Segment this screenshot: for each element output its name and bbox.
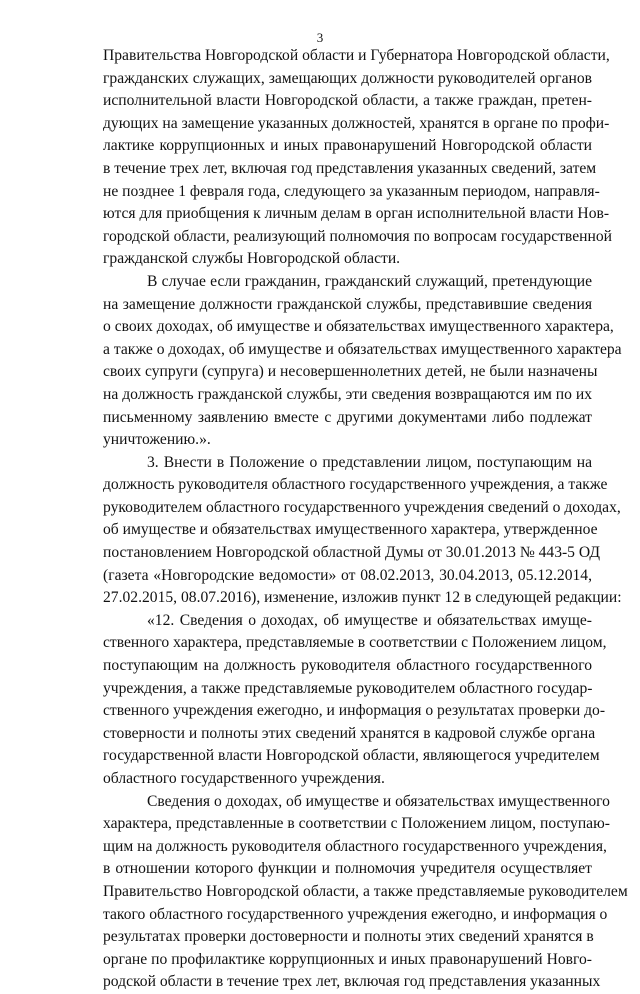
text-line: «12. Сведения о доходах, об имуществе и обязательствах имуще- bbox=[147, 611, 592, 629]
text-line: щим на должность руководителя областного государственного учреждения, bbox=[103, 837, 607, 855]
text-line: не позднее 1 февраля года, следующего за указанным периодом, направля- bbox=[103, 182, 600, 200]
text-line: постановлением Новгородской областной Думы от 30.01.2013 № 443-5 ОД bbox=[103, 544, 600, 562]
text-line: на должность гражданской службы, эти сведения возвращаются им по их bbox=[103, 385, 592, 403]
document-body bbox=[103, 45, 628, 994]
paragraph bbox=[103, 610, 607, 791]
text-line: родской области в течение трех лет, включая год представления указанных bbox=[103, 973, 601, 991]
paragraph bbox=[103, 452, 622, 610]
text-line: учреждения, а также представляемые руководителем областного государ- bbox=[103, 679, 593, 697]
text-line: письменному заявлению вместе с другими документами либо подлежат bbox=[103, 408, 592, 426]
text-line: В случае если гражданин, гражданский служащий, претендующие bbox=[147, 272, 592, 290]
text-line: ственного характера, представляемые в соответствии с Положением лицом, bbox=[103, 634, 607, 652]
paragraph bbox=[103, 791, 628, 994]
text-line: в отношении которого функции и полномочия учредителя осуществляет bbox=[103, 860, 592, 878]
text-line: ются для приобщения к личным делам в орган исполнительной власти Нов- bbox=[103, 205, 610, 223]
text-line: дующих на замещение указанных должностей, хранятся в органе по профи- bbox=[103, 114, 610, 132]
paragraph bbox=[103, 45, 612, 271]
text-line: руководителем областного государственного учреждения сведений о доходах, bbox=[103, 498, 621, 516]
text-line: Правительства Новгородской области и Губернатора Новгородской области, bbox=[103, 47, 610, 64]
text-line: такого областного государственного учреждения ежегодно, и информация о bbox=[103, 905, 608, 923]
text-line: гражданской службы Новгородской области. bbox=[103, 250, 401, 268]
text-line: Правительство Новгородской области, а также представляемые руководителем bbox=[103, 882, 628, 900]
text-line: городской области, реализующий полномочия по вопросам государственной bbox=[103, 227, 612, 245]
text-line: в течение трех лет, включая год представления указанных сведений, затем bbox=[103, 159, 597, 177]
text-line: Сведения о доходах, об имуществе и обязательствах имущественного bbox=[147, 792, 610, 810]
text-line: должность руководителя областного государственного учреждения, а также bbox=[103, 476, 608, 494]
text-line: своих супруги (супруга) и несовершеннолетних детей, не были назначены bbox=[103, 363, 598, 381]
page-number: 3 bbox=[316, 30, 324, 45]
text-line: результатах проверки достоверности и полноты этих сведений хранятся в bbox=[103, 928, 594, 946]
text-line: 3. Внести в Положение о представлении лицом, поступающим на bbox=[147, 453, 592, 471]
text-line: а также о доходах, об имуществе и обязательствах имущественного характера bbox=[103, 340, 622, 358]
text-line: уничтожению.». bbox=[103, 431, 211, 449]
text-line: областного государственного учреждения. bbox=[103, 770, 385, 787]
text-line: стоверности и полноты этих сведений хранятся в кадровой службе органа bbox=[103, 724, 596, 742]
text-line: на замещение должности гражданской службы, представившие сведения bbox=[103, 295, 592, 313]
text-line: ственного учреждения ежегодно, и информация о результатах проверки до- bbox=[103, 702, 606, 720]
text-line: о своих доходах, об имуществе и обязательствах имущественного характера, bbox=[103, 318, 614, 336]
text-line: 27.02.2015, 08.07.2016), изменение, изложив пункт 12 в следующей редакции: bbox=[103, 589, 622, 607]
text-line: поступающим на должность руководителя областного государственного bbox=[103, 657, 592, 675]
text-line: государственной власти Новгородской области, являющегося учредителем bbox=[103, 747, 600, 765]
text-line: (газета «Новгородские ведомости» от 08.02.2013, 30.04.2013, 05.12.2014, bbox=[103, 566, 592, 584]
text-line: лактике коррупционных и иных правонарушений Новгородской области bbox=[103, 137, 592, 155]
text-line: характера, представленные в соответствии с Положением лицом, поступаю- bbox=[103, 815, 610, 833]
text-line: об имуществе и обязательствах имущественного характера, утвержденное bbox=[103, 521, 598, 539]
text-line: исполнительной власти Новгородской области, а также граждан, претен- bbox=[103, 92, 592, 110]
text-line: органе по профилактике коррупционных и иных правонарушений Новго- bbox=[103, 950, 592, 968]
paragraph bbox=[103, 271, 622, 452]
text-line: гражданских служащих, замещающих должности руководителей органов bbox=[103, 69, 592, 87]
